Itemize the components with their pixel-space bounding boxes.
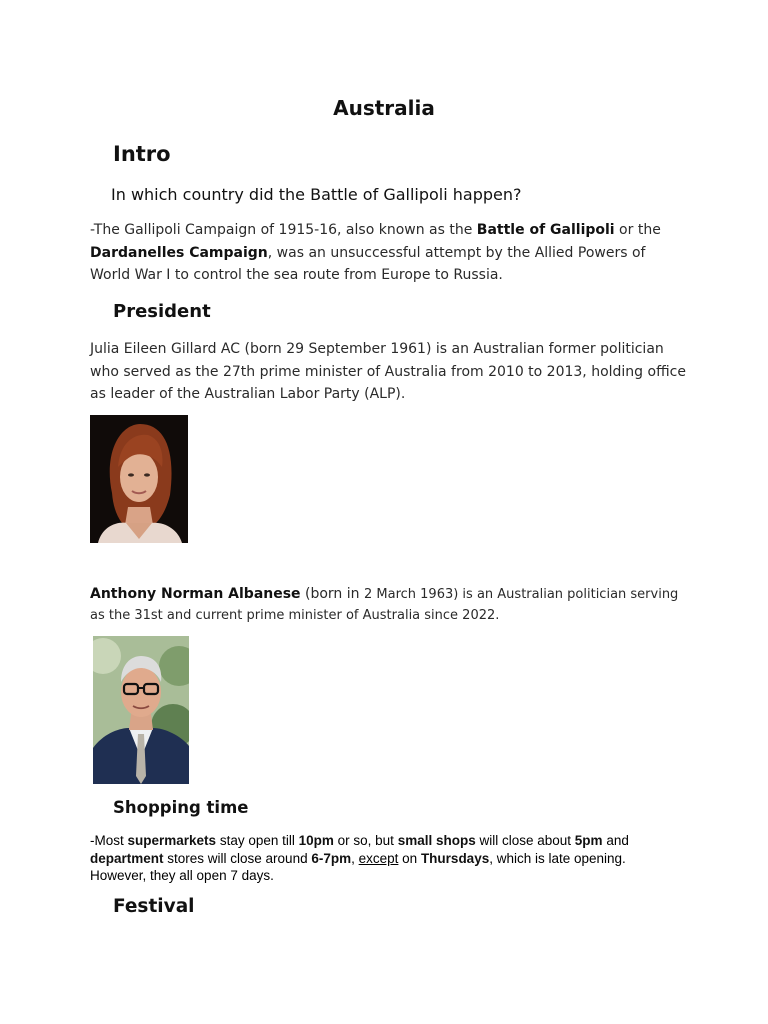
gillard-portrait-image <box>90 415 188 543</box>
festival-heading: Festival <box>113 896 195 917</box>
gillard-photo <box>90 415 188 543</box>
intro-text-3: , was an unsuccessful attempt by the Allied Powers of World War I to control the sea route from Europe to Russia. <box>90 244 646 283</box>
shop-bold-supermarkets: supermarkets <box>127 833 217 848</box>
intro-heading: Intro <box>113 142 171 166</box>
shop-text-2: stay open till <box>216 833 299 848</box>
gillard-paragraph: Julia Eileen Gillard AC (born 29 September 1961) is an Australian former politician who served as the 27th prime minister of Australia from 2010 to 2013, holding office as leader of the Australian Labor Party (ALP). <box>90 341 686 402</box>
albanese-name: Anthony Norman Albanese <box>90 586 301 602</box>
albanese-paragraph <box>90 584 690 626</box>
shop-bold-department: department <box>90 850 164 866</box>
shop-text-4: will close about <box>475 833 575 848</box>
shop-text-6: stores will close around <box>163 850 312 866</box>
shop-underline-except: except <box>358 850 399 866</box>
shop-bold-5pm: 5pm <box>574 833 603 848</box>
intro-text-1: -The Gallipoli Campaign of 1915-16, also known as the <box>90 222 477 238</box>
intro-bold-dardanelles: Dardanelles Campaign <box>90 244 268 261</box>
shop-bold-6-7pm: 6-7pm <box>311 850 352 866</box>
shop-text-5: and <box>602 833 629 848</box>
shopping-heading: Shopping time <box>113 798 249 817</box>
shop-text-9: , which is late opening. However, they all open 7 days. <box>90 850 626 883</box>
shop-text-7: , <box>351 850 359 866</box>
document-title: Australia <box>333 96 435 120</box>
shop-text-8: on <box>398 850 421 866</box>
albanese-born-prefix: (born in <box>300 586 364 602</box>
president-heading: President <box>113 301 211 322</box>
intro-bold-gallipoli: Battle of Gallipoli <box>476 222 615 238</box>
shop-text-3: or so, but <box>333 833 398 848</box>
shopping-paragraph <box>90 832 670 885</box>
shop-bold-thursdays: Thursdays <box>420 850 490 866</box>
shop-bold-10pm: 10pm <box>298 833 334 848</box>
intro-text-2: or the <box>614 222 661 238</box>
albanese-portrait-image <box>93 636 189 784</box>
intro-paragraph <box>90 219 690 287</box>
shop-text-1: -Most <box>90 833 128 848</box>
albanese-photo <box>93 636 189 784</box>
intro-question: In which country did the Battle of Gallipoli happen? <box>111 185 522 204</box>
albanese-text: 2 March 1963) is an Australian politician serving as the 31st and current prime minister of Australia since 2022. <box>90 587 679 623</box>
shop-bold-small-shops: small shops <box>397 833 476 848</box>
